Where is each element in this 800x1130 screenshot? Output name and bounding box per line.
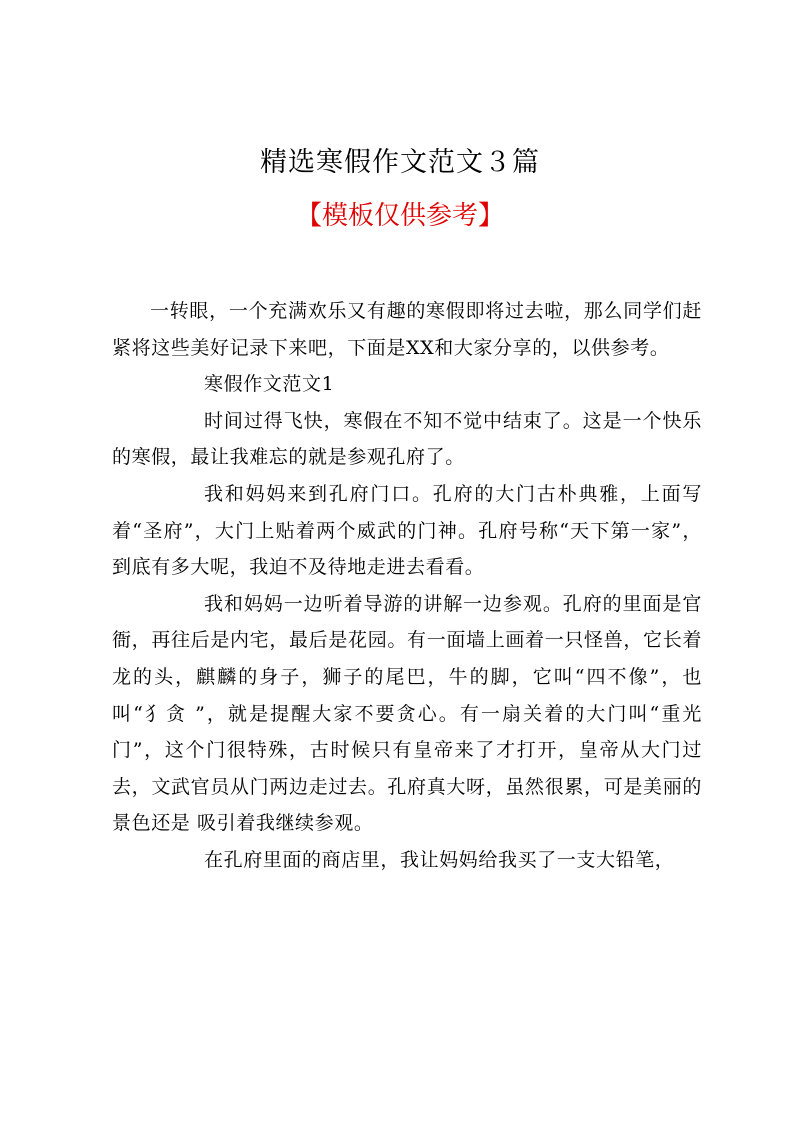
intro-paragraph: 一转眼，一个充满欢乐又有趣的寒假即将过去啦，那么同学们赶紧将这些美好记录下来吧，下面是XX和大家分享的，以供参考。 bbox=[112, 300, 702, 359]
body-paragraph: 时间过得飞快，寒假在不知不觉中结束了。这是一个快乐的寒假，最让我难忘的就是参观孔府了。 bbox=[112, 409, 702, 469]
document-title: 精选寒假作文范文３篇 bbox=[260, 147, 540, 178]
document-body bbox=[112, 293, 702, 879]
essay-heading: 寒假作文范文1 bbox=[204, 373, 335, 396]
body-paragraph: 我和妈妈一边听着导游的讲解一边参观。孔府的里面是官衙，再往后是内宅，最后是花园。有一面墙上画着一只怪兽，它长着龙的头，麒麟的身子，狮子的尾巴，牛的脚，它叫“四不像”，也叫“犭贪 ”，就是提醒大家不要贪心。有一扇关着的大门叫“重光门”，这个门很特殊，古时候只有皇帝来了才打开，皇帝从大门过去，文武官员从门两边走过去。孔府真大呀，虽然很累，可是美丽的景色还是 吸引着我继续参观。 bbox=[112, 592, 702, 835]
body-paragraph: 我和妈妈来到孔府门口。孔府的大门古朴典雅，上面写着“圣府”，大门上贴着两个威武的门神。孔府号称“天下第一家”，到底有多大呢，我迫不及待地走进去看看。 bbox=[112, 482, 702, 579]
body-paragraph: 在孔府里面的商店里，我让妈妈给我买了一支大铅笔， bbox=[204, 848, 675, 871]
template-notice: 【模板仅供参考】 bbox=[295, 201, 504, 231]
